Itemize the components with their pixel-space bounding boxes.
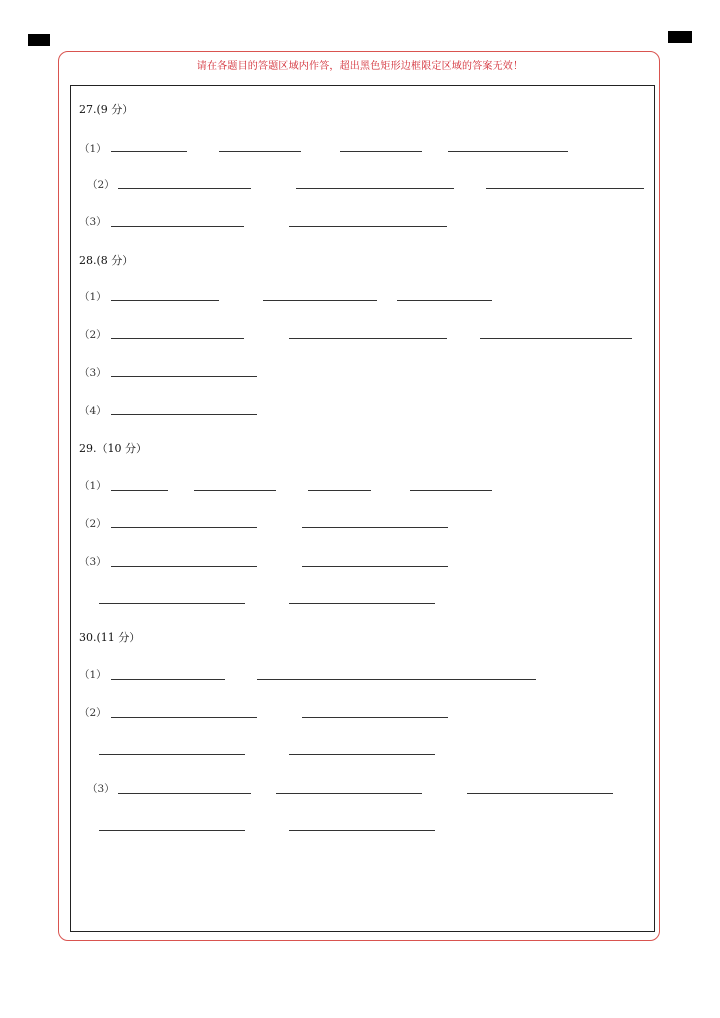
question-27-part-1-blank-2[interactable] [219, 151, 301, 152]
question-30-part-2-blank-4[interactable] [289, 754, 435, 755]
question-30-part-1-label: （1） [79, 669, 107, 681]
question-29-part-3-blank-4[interactable] [289, 603, 435, 604]
question-29-part-1-blank-4[interactable] [410, 490, 492, 491]
question-27-part-2-blank-2[interactable] [296, 188, 454, 189]
question-27-part-1-blank-3[interactable] [340, 151, 422, 152]
question-27-part-3-label: （3） [79, 216, 107, 228]
alignment-marker-left [28, 34, 50, 46]
question-30-part-3-label: （3） [87, 783, 115, 795]
answer-area-warning: 请在各题目的答题区域内作答，超出黑色矩形边框限定区域的答案无效！ [196, 61, 524, 72]
question-30-part-2-blank-1[interactable] [111, 717, 257, 718]
question-30-part-2-label: （2） [79, 707, 107, 719]
question-27-part-3-blank-2[interactable] [289, 226, 447, 227]
question-30-part-1-blank-2[interactable] [257, 679, 536, 680]
question-27-part-1-blank-1[interactable] [111, 151, 187, 152]
question-28-part-2-blank-3[interactable] [480, 338, 632, 339]
question-27-part-2-blank-1[interactable] [118, 188, 251, 189]
question-29-part-1-blank-3[interactable] [308, 490, 371, 491]
question-30-part-2-blank-2[interactable] [302, 717, 448, 718]
question-29-part-1-label: （1） [79, 480, 107, 492]
question-29-part-2-blank-1[interactable] [111, 527, 257, 528]
question-28-title: 28.(8 分） [79, 254, 134, 267]
question-27-part-2-blank-3[interactable] [486, 188, 644, 189]
question-27-title: 27.(9 分） [79, 103, 134, 116]
question-27-part-1-label: （1） [79, 143, 107, 155]
question-28-part-1-blank-1[interactable] [111, 300, 219, 301]
question-30-part-2-blank-3[interactable] [99, 754, 245, 755]
question-28-part-4-blank-1[interactable] [111, 414, 257, 415]
question-29-part-1-blank-1[interactable] [111, 490, 168, 491]
question-27-part-1-blank-4[interactable] [448, 151, 568, 152]
alignment-marker-right [668, 31, 692, 43]
question-30-part-1-blank-1[interactable] [111, 679, 225, 680]
question-28-part-2-blank-1[interactable] [111, 338, 244, 339]
question-29-title: 29.（10 分） [79, 442, 147, 455]
question-29-part-3-blank-2[interactable] [302, 566, 448, 567]
question-28-part-2-blank-2[interactable] [289, 338, 447, 339]
question-28-part-2-label: （2） [79, 329, 107, 341]
question-27-part-2-label: （2） [87, 179, 115, 191]
question-28-part-1-label: （1） [79, 291, 107, 303]
question-30-part-3-blank-2[interactable] [276, 793, 422, 794]
question-30-part-3-blank-1[interactable] [118, 793, 251, 794]
question-29-part-3-label: （3） [79, 556, 107, 568]
question-28-part-3-blank-1[interactable] [111, 376, 257, 377]
question-29-part-2-label: （2） [79, 518, 107, 530]
question-30-part-3-blank-3[interactable] [467, 793, 613, 794]
question-28-part-3-label: （3） [79, 367, 107, 379]
question-30-part-3-blank-5[interactable] [289, 830, 435, 831]
question-27-part-3-blank-1[interactable] [111, 226, 244, 227]
answer-area-inner-frame [70, 85, 655, 932]
question-30-part-3-blank-4[interactable] [99, 830, 245, 831]
question-29-part-2-blank-2[interactable] [302, 527, 448, 528]
question-30-title: 30.(11 分） [79, 631, 141, 644]
question-28-part-1-blank-2[interactable] [263, 300, 377, 301]
question-28-part-4-label: （4） [79, 405, 107, 417]
question-29-part-3-blank-1[interactable] [111, 566, 257, 567]
question-28-part-1-blank-3[interactable] [397, 300, 492, 301]
question-29-part-3-blank-3[interactable] [99, 603, 245, 604]
question-29-part-1-blank-2[interactable] [194, 490, 276, 491]
